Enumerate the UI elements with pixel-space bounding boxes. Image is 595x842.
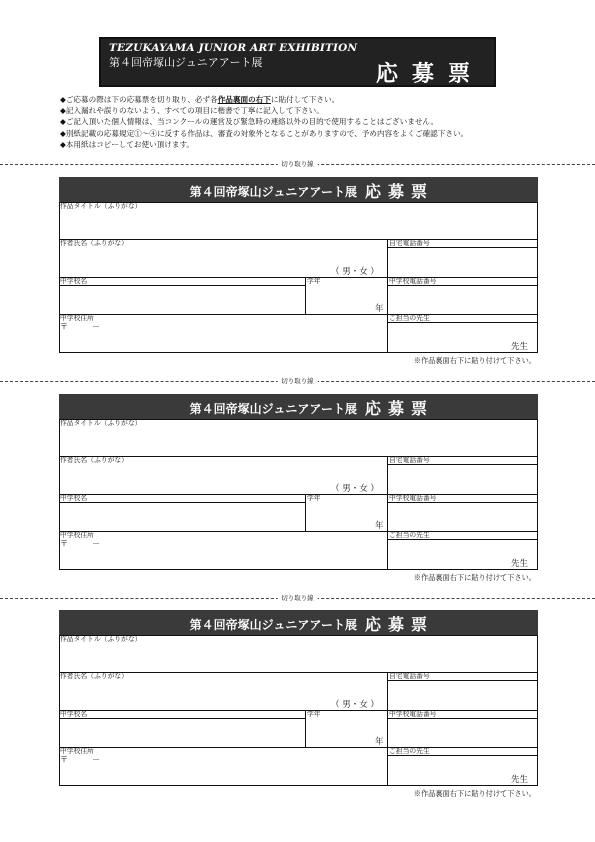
artist-name-label: 作者氏名（ふりがな）: [60, 672, 128, 680]
ticket-title-suffix: 応募票: [365, 399, 435, 418]
school-address-label: 中学校住所: [60, 531, 94, 539]
attach-note: ※作品裏面右下に貼り付けて下さい。: [413, 356, 536, 365]
grade-label: 学年: [307, 710, 321, 718]
note-2: ◆記入漏れや誤りのないよう、すべての項目に楷書で丁寧に記入して下さい。: [60, 106, 324, 116]
teacher-suffix: 先生: [511, 775, 529, 785]
note-5: ◆本用紙はコピーしてお使い頂けます。: [60, 139, 195, 149]
postal-mark: 〒 －: [60, 322, 100, 331]
ticket-title-suffix: 応募票: [365, 615, 435, 634]
ticket-grid: [59, 635, 538, 785]
title-english: TEZUKAYAMA JUNIOR ART EXHIBITION: [109, 42, 358, 54]
cut-line-label: 切り取り線: [277, 376, 318, 386]
school-phone-label: 中学校電話番号: [389, 494, 437, 502]
gender-choice: （ 男・女 ）: [331, 484, 379, 494]
teacher-suffix: 先生: [511, 342, 529, 352]
gender-choice: （ 男・女 ）: [331, 267, 379, 277]
postal-mark: 〒 －: [60, 539, 100, 548]
school-address-label: 中学校住所: [60, 747, 94, 755]
note-4: ◆別紙記載の応募規定①～④に反する作品は、審査の対象外となることがありますので、予め内容をよくご確認下さい。: [60, 128, 469, 138]
instructions: [60, 94, 580, 150]
teacher-suffix: 先生: [511, 559, 529, 569]
home-phone-label: 自宅電話番号: [389, 456, 430, 464]
teacher-label: ご担当の先生: [389, 531, 430, 539]
cut-line-2: [0, 376, 595, 386]
grade-label: 学年: [307, 277, 321, 285]
school-name-label: 中学校名: [60, 494, 88, 502]
cut-line-label: 切り取り線: [277, 593, 318, 603]
note-3: ◆ご記入頂いた個人情報は、当コンクールの運営及び緊急時の連絡以外の目的で使用することはございません。: [60, 117, 439, 127]
ticket-grid: [59, 419, 538, 569]
grade-suffix: 年: [375, 737, 384, 747]
ticket-title: 第４回帝塚山ジュニアアート展: [189, 185, 357, 199]
teacher-label: ご担当の先生: [389, 314, 430, 322]
cut-line-3: [0, 593, 595, 603]
ticket-title: 第４回帝塚山ジュニアアート展: [189, 618, 357, 632]
entry-ticket-3: [59, 610, 538, 807]
form-header: [99, 37, 496, 87]
attach-note: ※作品裏面右下に貼り付けて下さい。: [413, 789, 536, 798]
work-title-label: 作品タイトル（ふりがな）: [60, 635, 142, 643]
work-title-label: 作品タイトル（ふりがな）: [60, 202, 142, 210]
artist-name-label: 作者氏名（ふりがな）: [60, 456, 128, 464]
grade-suffix: 年: [375, 521, 384, 531]
form-label: 応募票: [375, 62, 484, 87]
entry-ticket-2: [59, 394, 538, 591]
ticket-grid: [59, 202, 538, 352]
ticket-title-suffix: 応募票: [365, 182, 435, 201]
note-1: ◆ご応募の際は下の応募票を切り取り、必ず各作品裏面の右下に貼付して下さい。: [60, 95, 340, 104]
entry-ticket-1: [59, 177, 538, 374]
home-phone-label: 自宅電話番号: [389, 239, 430, 247]
ticket-title-bar: [59, 394, 538, 419]
ticket-title: 第４回帝塚山ジュニアアート展: [189, 402, 357, 416]
work-title-label: 作品タイトル（ふりがな）: [60, 419, 142, 427]
school-phone-label: 中学校電話番号: [389, 710, 437, 718]
grade-suffix: 年: [375, 304, 384, 314]
school-name-label: 中学校名: [60, 710, 88, 718]
attach-note: ※作品裏面右下に貼り付けて下さい。: [413, 573, 536, 582]
cut-line-1: [0, 159, 595, 169]
title-japanese: 第４回帝塚山ジュニアアート展: [109, 56, 263, 69]
ticket-title-bar: [59, 610, 538, 635]
teacher-label: ご担当の先生: [389, 747, 430, 755]
artist-name-label: 作者氏名（ふりがな）: [60, 239, 128, 247]
home-phone-label: 自宅電話番号: [389, 672, 430, 680]
ticket-title-bar: [59, 177, 538, 202]
school-name-label: 中学校名: [60, 277, 88, 285]
grade-label: 学年: [307, 494, 321, 502]
cut-line-label: 切り取り線: [277, 159, 318, 169]
postal-mark: 〒 －: [60, 755, 100, 764]
school-phone-label: 中学校電話番号: [389, 277, 437, 285]
gender-choice: （ 男・女 ）: [331, 700, 379, 710]
school-address-label: 中学校住所: [60, 314, 94, 322]
